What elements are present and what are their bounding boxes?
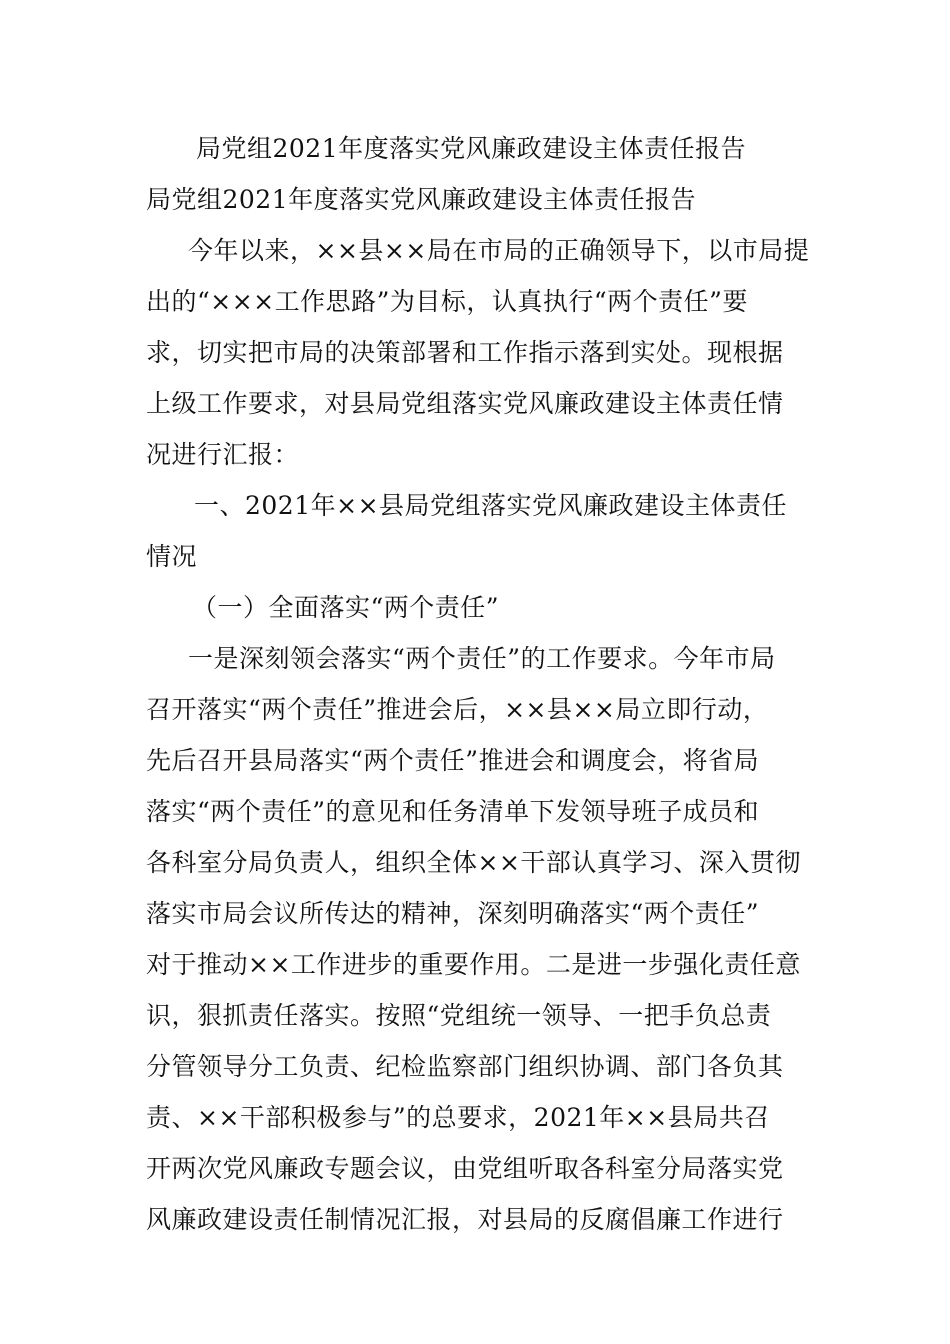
subsection-heading: （一）全面落实“两个责任” <box>192 593 500 622</box>
body-paragraph-line: 风廉政建设责任制情况汇报，对县局的反腐倡廉工作进行 <box>146 1205 784 1234</box>
body-paragraph-line: 落实“两个责任”的意见和任务清单下发领导班子成员和 <box>146 797 760 826</box>
section-heading: 一、2021年××县局党组落实党风廉政建设主体责任 <box>194 491 788 520</box>
body-paragraph-line: 责、××干部积极参与”的总要求，2021年××县局共召 <box>146 1103 770 1132</box>
body-paragraph-line: 先后召开县局落实“两个责任”推进会和调度会，将省局 <box>146 746 760 775</box>
body-paragraph-line: 召开落实“两个责任”推进会后，××县××局立即行动， <box>146 695 769 724</box>
document-title: 局党组2021年度落实党风廉政建设主体责任报告 <box>196 134 747 163</box>
document-title-repeat: 局党组2021年度落实党风廉政建设主体责任报告 <box>146 185 697 214</box>
body-paragraph-line: 开两次党风廉政专题会议，由党组听取各科室分局落实党 <box>146 1154 784 1183</box>
body-paragraph-line: 一是深刻领会落实“两个责任”的工作要求。今年市局 <box>188 644 776 673</box>
body-paragraph-line: 识，狠抓责任落实。按照“党组统一领导、一把手负总责 <box>146 1001 772 1030</box>
intro-paragraph-line: 今年以来，××县××局在市局的正确领导下，以市局提 <box>188 236 810 265</box>
intro-paragraph-line: 况进行汇报： <box>146 440 300 469</box>
section-heading-continuation: 情况 <box>146 542 198 571</box>
body-paragraph-line: 分管领导分工负责、纪检监察部门组织协调、部门各负其 <box>146 1052 784 1081</box>
intro-paragraph-line: 出的“×××工作思路”为目标，认真执行“两个责任”要 <box>146 287 748 316</box>
body-paragraph-line: 各科室分局负责人，组织全体××干部认真学习、深入贯彻 <box>146 848 801 877</box>
intro-paragraph-line: 上级工作要求，对县局党组落实党风廉政建设主体责任情 <box>146 389 784 418</box>
intro-paragraph-line: 求，切实把市局的决策部署和工作指示落到实处。现根据 <box>146 338 784 367</box>
body-paragraph-line: 对于推动××工作进步的重要作用。二是进一步强化责任意 <box>146 950 801 979</box>
body-paragraph-line: 落实市局会议所传达的精神，深刻明确落实“两个责任” <box>146 899 760 928</box>
